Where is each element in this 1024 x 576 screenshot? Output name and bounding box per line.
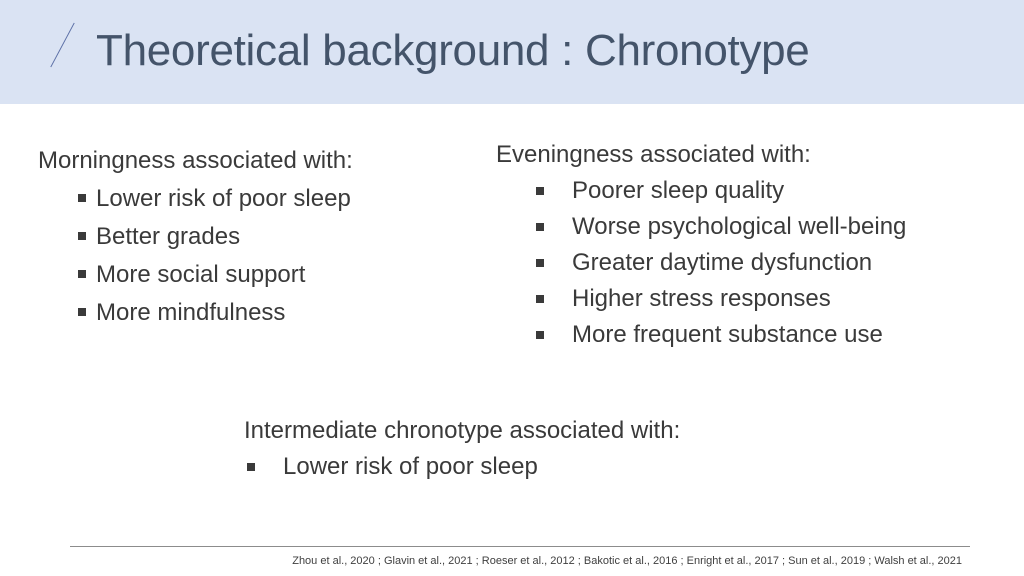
morningness-heading: Morningness associated with: xyxy=(38,147,353,174)
title-bar xyxy=(0,0,1024,104)
list-item-text: Lower risk of poor sleep xyxy=(96,185,351,212)
list-item-text: Greater daytime dysfunction xyxy=(572,249,873,276)
list-item-text: Lower risk of poor sleep xyxy=(283,453,538,480)
square-bullet-icon xyxy=(536,259,544,267)
intermediate-list xyxy=(244,449,680,485)
list-item-text: Worse psychological well-being xyxy=(572,213,907,240)
square-bullet-icon xyxy=(536,187,544,195)
list-item xyxy=(38,294,353,332)
square-bullet-icon xyxy=(78,232,86,240)
morningness-block xyxy=(38,142,353,332)
list-item-text: More social support xyxy=(96,261,306,288)
list-item-text: Higher stress responses xyxy=(572,285,831,312)
square-bullet-icon xyxy=(536,331,544,339)
slash-decoration xyxy=(50,23,74,68)
list-item xyxy=(38,180,353,218)
eveningness-list xyxy=(496,173,906,353)
footer-divider xyxy=(70,546,970,547)
list-item xyxy=(38,218,353,256)
square-bullet-icon xyxy=(536,223,544,231)
square-bullet-icon xyxy=(78,270,86,278)
references: Zhou et al., 2020 ; Glavin et al., 2021 ; Roeser et al., 2012 ; Bakotic et al., 2016 ; Enright et al., 2017 ; Sun et al., 2019 ; Walsh et al., 2021 xyxy=(292,555,962,567)
intermediate-heading: Intermediate chronotype associated with: xyxy=(244,417,681,444)
list-item-text: Poorer sleep quality xyxy=(572,177,785,204)
list-item xyxy=(38,256,353,294)
intermediate-block xyxy=(244,413,680,485)
square-bullet-icon xyxy=(536,295,544,303)
morningness-list xyxy=(38,180,353,332)
list-item xyxy=(496,281,906,317)
list-item xyxy=(496,245,906,281)
square-bullet-icon xyxy=(247,463,255,471)
eveningness-block xyxy=(496,137,906,353)
list-item xyxy=(496,209,906,245)
list-item xyxy=(496,317,906,353)
eveningness-heading: Eveningness associated with: xyxy=(496,141,811,168)
slide-title: Theoretical background : Chronotype xyxy=(96,26,810,75)
list-item xyxy=(496,173,906,209)
list-item-text: Better grades xyxy=(96,223,241,250)
square-bullet-icon xyxy=(78,308,86,316)
list-item-text: More mindfulness xyxy=(96,299,286,326)
list-item-text: More frequent substance use xyxy=(572,321,883,348)
list-item xyxy=(244,449,680,485)
square-bullet-icon xyxy=(78,194,86,202)
